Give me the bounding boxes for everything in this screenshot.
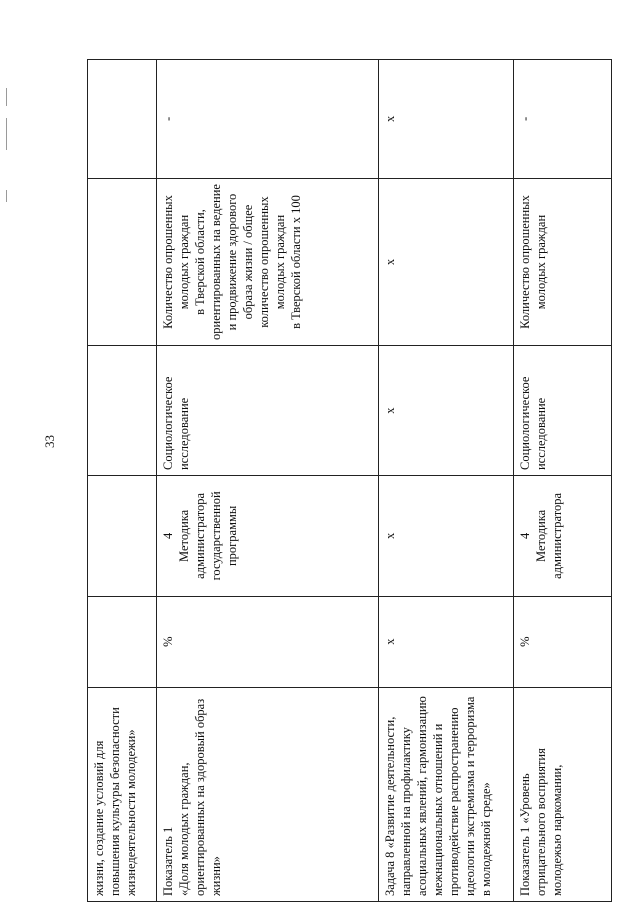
table-cell-method — [88, 475, 156, 596]
table-cell-source: х — [379, 345, 513, 475]
table-cell-method: 4 Методика администратора — [514, 475, 611, 596]
table-viewport — [87, 59, 612, 902]
table-row — [379, 60, 514, 901]
table-cell-unit: % — [157, 596, 378, 687]
table-cell-source — [88, 345, 156, 475]
page-number: 33 — [42, 435, 57, 448]
table-cell-unit: % — [514, 596, 611, 687]
table-cell-formula: Количество опрошенных молодых граждан в Тверской области, ориентированных на ведение и продвижение здорового образа жизни / общее количество опрошенных молодых граждан в Тверской области х 100 — [157, 178, 378, 346]
table-row — [88, 60, 157, 901]
table-cell-indicator: Задача 8 «Развитие деятельности, направленной на профилактику асоциальных явлений, гармонизацию межнациональных отношений и противодействие распространению идеологии экстремизма и терроризма в молодежной среде» — [379, 687, 513, 901]
table-cell-note: х — [383, 115, 397, 122]
table-cell-formula: х — [379, 178, 513, 346]
table-cell-formula — [88, 178, 156, 346]
indicator-table — [87, 59, 612, 902]
table-cell-source: Социологическое исследование — [157, 345, 378, 475]
table-cell-indicator: Показатель 1 «Доля молодых граждан, ориентированных на здоровый образ жизни» — [157, 687, 378, 901]
table-cell-formula: Количество опрошенных молодых граждан — [514, 178, 611, 346]
table-cell-note: - — [518, 116, 532, 121]
table-cell-method: 4 Методика администратора государственной программы — [157, 475, 378, 596]
table-cell-note: - — [161, 116, 175, 121]
table-cell-indicator: Показатель 1 «Уровень отрицательного восприятия молодежью наркомании, — [514, 687, 611, 901]
table-cell-source: Социологическое исследование — [514, 345, 611, 475]
table-cell-indicator: жизни, создание условий для повышения культуры безопасности жизнедеятельности молодежи» — [88, 687, 156, 901]
binding-mark-bottom — [6, 190, 7, 202]
binding-mark-top — [6, 88, 7, 106]
table-cell-note — [88, 60, 156, 178]
table-cell-unit: х — [379, 596, 513, 687]
binding-mark-middle — [6, 118, 7, 150]
table-cell-unit — [88, 596, 156, 687]
table-row — [157, 60, 379, 901]
table-row — [514, 60, 611, 901]
table-cell-method: х — [379, 475, 513, 596]
